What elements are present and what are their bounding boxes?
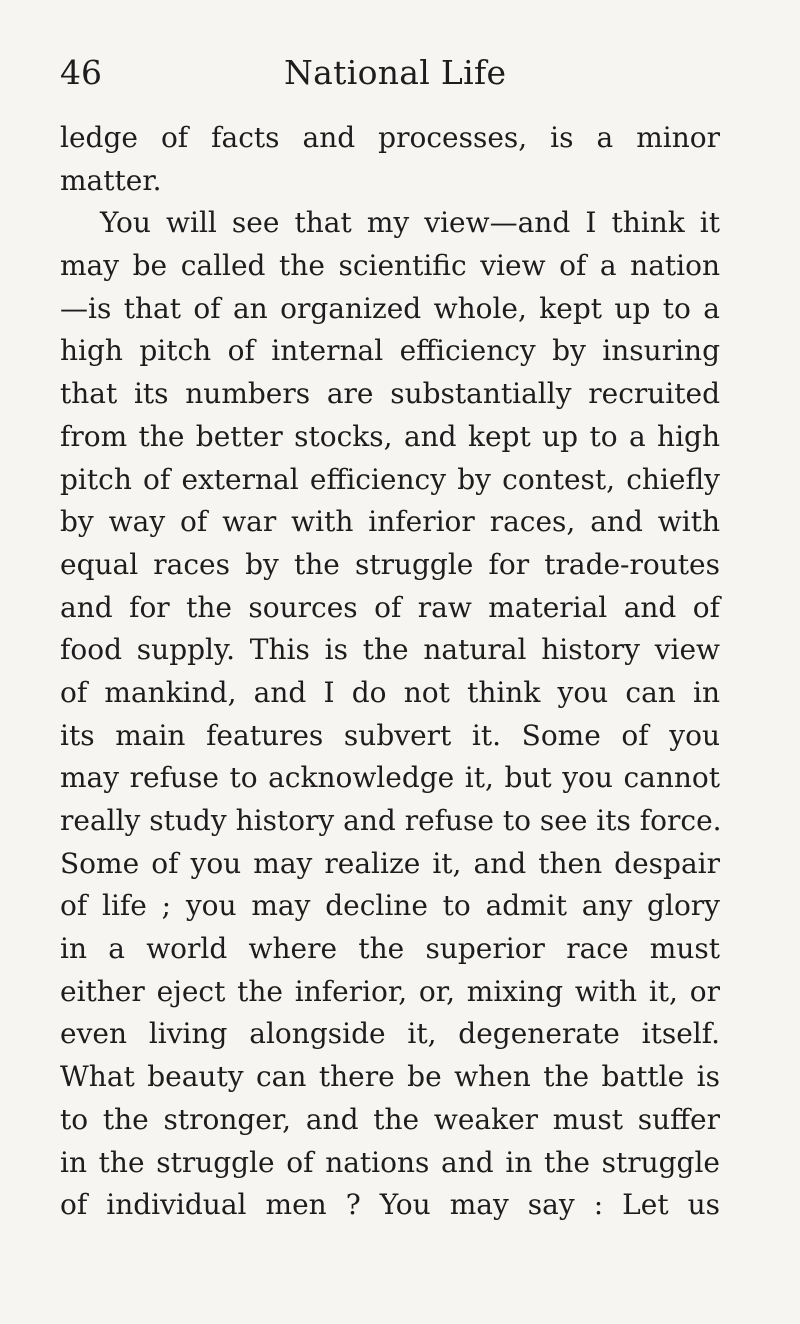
text-line: What beauty can there be when the battle is xyxy=(60,1060,720,1094)
running-title: National Life xyxy=(284,53,507,92)
text-line: —is that of an organized whole, kept up to a xyxy=(60,291,720,325)
text-line: of life ; you may decline to admit any glory xyxy=(60,889,720,923)
text-line: really study history and refuse to see its force. xyxy=(60,804,722,837)
text-line: equal races by the struggle for trade-routes xyxy=(60,547,720,581)
body-text xyxy=(60,117,720,1227)
text-line: even living alongside it, degenerate itself. xyxy=(60,1017,720,1051)
text-line: Some of you may realize it, and then despair xyxy=(60,846,720,880)
text-line: of individual men ? You may say : Let us xyxy=(60,1188,720,1222)
text-line: and for the sources of raw material and of xyxy=(60,590,720,624)
text-line: ledge of facts and processes, is a minor xyxy=(60,121,720,154)
text-line: its main features subvert it. Some of you xyxy=(60,718,720,752)
text-line: matter. xyxy=(60,163,162,197)
text-line: of mankind, and I do not think you can in xyxy=(60,675,720,709)
text-line: in the struggle of nations and in the struggle xyxy=(60,1145,720,1179)
text-line: may be called the scientific view of a nation xyxy=(60,249,720,283)
text-line: either eject the inferior, or, mixing with it, or xyxy=(60,974,720,1008)
text-line: high pitch of internal efficiency by insuring xyxy=(60,334,720,368)
page-header xyxy=(60,50,720,96)
text-line: to the stronger, and the weaker must suffer xyxy=(60,1102,720,1136)
text-line: You will see that my view—and I think it xyxy=(100,206,720,240)
text-line: may refuse to acknowledge it, but you cannot xyxy=(60,761,720,795)
text-line: in a world where the superior race must xyxy=(60,932,720,966)
page-number: 46 xyxy=(60,53,102,92)
text-line: that its numbers are substantially recruited xyxy=(60,377,720,411)
text-line: from the better stocks, and kept up to a high xyxy=(60,419,720,453)
text-line: by way of war with inferior races, and with xyxy=(60,505,720,539)
text-line: pitch of external efficiency by contest, chiefly xyxy=(60,462,720,496)
text-line: food supply. This is the natural history view xyxy=(60,633,720,667)
